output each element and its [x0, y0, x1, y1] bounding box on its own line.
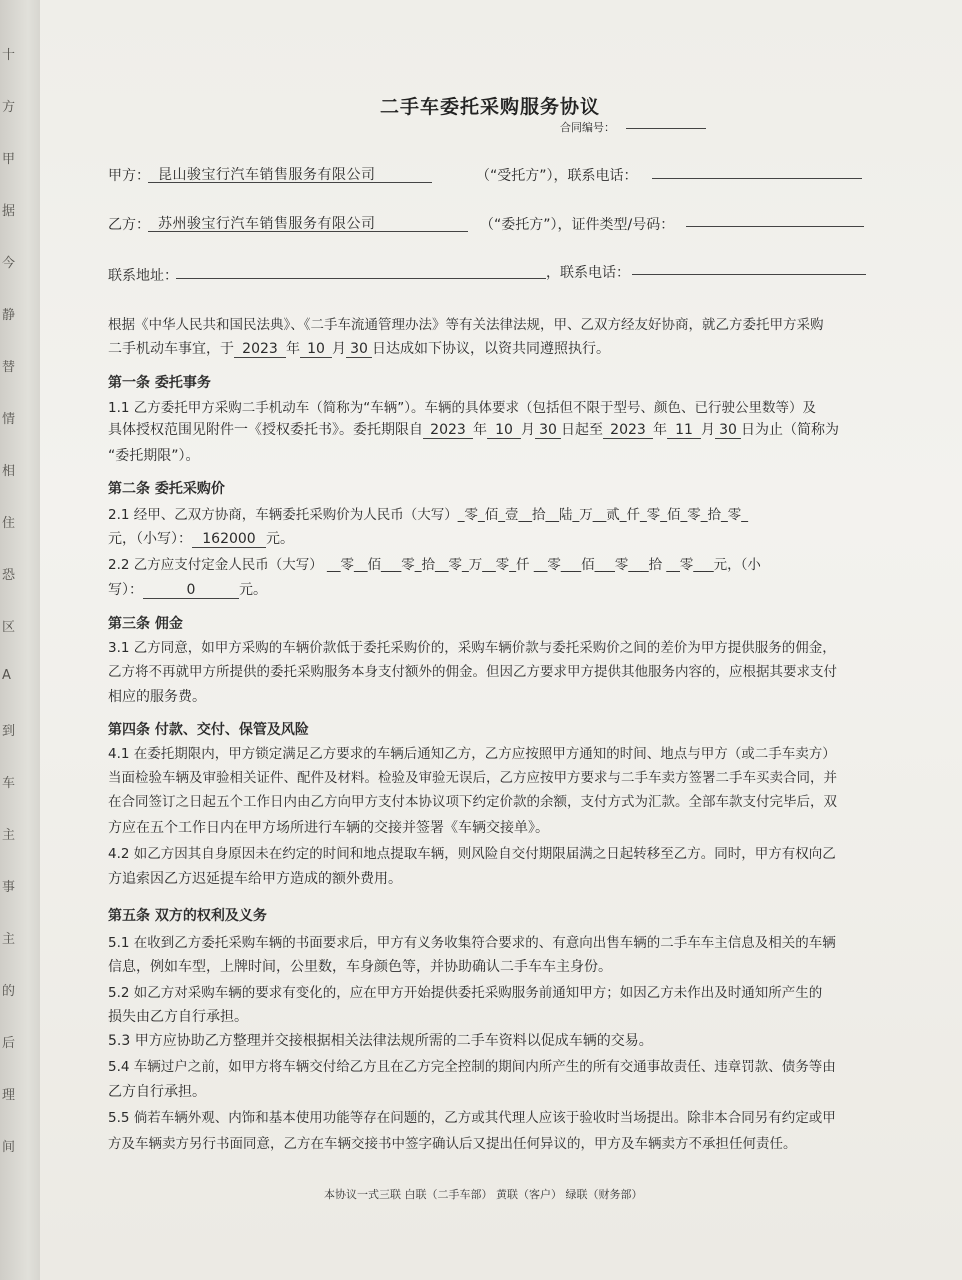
article-4-heading: 第四条 付款、交付、保管及风险 [108, 722, 309, 738]
party-b-name-underline [148, 231, 468, 232]
deposit-amount: 0 [143, 582, 239, 599]
back-sheet-glyph: 车 [2, 776, 16, 791]
back-sheet-glyph: 今 [2, 256, 16, 271]
deposit-unit: 元。 [239, 582, 267, 598]
period-start-month-unit: 月 [521, 422, 535, 438]
intro-month-unit: 月 [332, 341, 346, 357]
period-start-year: 2023 [423, 422, 473, 439]
article-4-line-6: 方追索因乙方迟延提车给甲方造成的额外费用。 [108, 871, 402, 887]
article-2-line-3: 2.2 乙方应支付定金人民币（大写） __零__佰___零_拾__零_万__零_仟 __零___佰___零___拾 __零___元，（小 [108, 557, 761, 573]
back-sheet-glyph: A [2, 668, 11, 683]
back-sheet-glyph: 后 [2, 1036, 16, 1051]
article-5-line-4: 损失由乙方自行承担。 [108, 1009, 248, 1025]
back-sheet-glyph: 十 [2, 48, 16, 63]
article-1-text-b: 日起至 [561, 422, 603, 438]
article-1-heading: 第一条 委托事务 [108, 375, 211, 391]
article-3-line-3: 相应的服务费。 [108, 689, 206, 705]
intro-month: 10 [300, 341, 332, 358]
price-unit: 元。 [266, 531, 294, 547]
back-sheet-glyph: 甲 [2, 152, 16, 167]
back-sheet-glyph: 恐 [2, 568, 16, 583]
back-sheet-glyph: 方 [2, 100, 16, 115]
period-end-day: 30 [715, 422, 741, 439]
back-sheet-glyph: 理 [2, 1088, 16, 1103]
period-end-month: 11 [667, 422, 701, 439]
article-3-heading: 第三条 佣金 [108, 616, 183, 632]
intro-day: 30 [346, 341, 372, 358]
back-sheet-glyph: 相 [2, 464, 16, 479]
address-phone-blank [632, 274, 866, 275]
article-5-heading: 第五条 双方的权利及义务 [108, 908, 267, 924]
intro-text-d: 日达成如下协议，以资共同遵照执行。 [372, 341, 610, 357]
article-1-text-c: 日为止（简称为 [741, 422, 839, 438]
back-sheet-glyph: 情 [2, 412, 16, 427]
deposit-lowercase-label: 写）： [108, 582, 143, 598]
article-3-line-2: 乙方将不再就甲方所提供的委托采购服务本身支付额外的佣金。但因乙方要求甲方提供其他服务内容的，应根据其要求支付 [108, 664, 837, 680]
contract-title: 二手车委托采购服务协议 [380, 96, 601, 118]
back-sheet-glyph: 事 [2, 880, 16, 895]
back-sheet-glyph: 区 [2, 620, 16, 635]
article-5-line-5: 5.3 甲方应协助乙方整理并交接根据相关法律法规所需的二手车资料以促成车辆的交易。 [108, 1033, 653, 1049]
period-start-day: 30 [535, 422, 561, 439]
back-sheet-glyph: 替 [2, 360, 16, 375]
party-a-name: 昆山骏宝行汽车销售服务有限公司 [158, 167, 376, 183]
article-4-line-4: 方应在五个工作日内在甲方场所进行车辆的交接并签署《车辆交接单》。 [108, 820, 549, 836]
period-start-year-unit: 年 [473, 422, 487, 438]
article-5-line-7: 乙方自行承担。 [108, 1084, 206, 1100]
article-3-line-1: 3.1 乙方同意，如甲方采购的车辆价款低于委托采购价的，采购车辆价款与委托采购价之间的差价为甲方提供服务的佣金， [108, 640, 836, 656]
article-4-line-2: 当面检验车辆及审验相关证件、配件及材料。检验及审验无误后，乙方应按甲方要求与二手车卖方签署二手车买卖合同，并 [108, 770, 837, 786]
party-a-phone-blank [652, 178, 862, 179]
article-2-line-2 [108, 528, 294, 548]
intro-line-1: 根据《中华人民共和国民法典》、《二手车流通管理办法》等有关法律法规，甲、乙双方经友好协商，就乙方委托甲方采购 [108, 317, 824, 333]
party-b-role: （“委托方”），证件类型/号码： [480, 217, 675, 233]
article-1-line-2 [108, 419, 839, 439]
article-5-line-8: 5.5 倘若车辆外观、内饰和基本使用功能等存在问题的，乙方或其代理人应该于验收时当场提出。除非本合同另有约定或甲 [108, 1110, 836, 1126]
article-1-text-a: 具体授权范围见附件一《授权委托书》。委托期限自 [108, 422, 423, 438]
back-sheet-glyph: 主 [2, 932, 16, 947]
article-2-line-4 [108, 579, 267, 599]
back-sheet-edge [0, 0, 40, 1280]
back-sheet-glyph: 据 [2, 204, 16, 219]
intro-year: 2023 [234, 341, 286, 358]
price-lowercase-label: 元，（小写）： [108, 531, 192, 547]
back-sheet-glyph: 住 [2, 516, 16, 531]
address-blank [176, 278, 546, 279]
article-4-line-3: 在合同签订之日起五个工作日内由乙方向甲方支付本协议项下约定价款的余额，支付方式为汇款。全部车款支付完毕后，双 [108, 794, 837, 810]
contract-number-blank [626, 128, 706, 129]
article-5-line-9: 方及车辆卖方另行书面同意，乙方在车辆交接书中签字确认后又提出任何异议的，甲方及车辆卖方不承担任何责任。 [108, 1136, 797, 1152]
party-a-name-underline [148, 182, 432, 183]
contract-number-label: 合同编号： [560, 121, 615, 134]
article-5-line-6: 5.4 车辆过户之前，如甲方将车辆交付给乙方且在乙方完全控制的期间内所产生的所有交通事故责任、违章罚款、债务等由 [108, 1059, 836, 1075]
back-sheet-glyph: 间 [2, 1140, 16, 1155]
party-a-label: 甲方： [108, 168, 150, 184]
back-sheet-glyph: 静 [2, 308, 16, 323]
article-5-line-3: 5.2 如乙方对采购车辆的要求有变化的，应在甲方开始提供委托采购服务前通知甲方；如因乙方未作出及时通知所产生的 [108, 985, 823, 1001]
article-2-line-1: 2.1 经甲、乙双方协商，车辆委托采购价为人民币（大写）_零_佰_壹__拾__陆_万__贰_仟_零_佰_零_拾_零_ [108, 507, 749, 523]
back-sheet-glyph: 到 [2, 724, 16, 739]
article-4-line-1: 4.1 在委托期限内，甲方锁定满足乙方要求的车辆后通知乙方，乙方应按照甲方通知的时间、地点与甲方（或二手车卖方） [108, 746, 836, 762]
copies-footer: 本协议一式三联 白联（二手车部） 黄联（客户） 绿联（财务部） [324, 1188, 643, 1201]
party-b-label: 乙方： [108, 217, 150, 233]
party-b-name: 苏州骏宝行汽车销售服务有限公司 [158, 216, 376, 232]
article-5-line-1: 5.1 在收到乙方委托采购车辆的书面要求后，甲方有义务收集符合要求的、有意向出售车辆的二手车车主信息及相关的车辆 [108, 935, 836, 951]
contract-page [40, 0, 962, 1280]
party-b-id-blank [686, 226, 864, 227]
period-start-month: 10 [487, 422, 521, 439]
intro-year-unit: 年 [286, 341, 300, 357]
article-4-line-5: 4.2 如乙方因其自身原因未在约定的时间和地点提取车辆，则风险自交付期限届满之日起转移至乙方。同时，甲方有权向乙 [108, 846, 836, 862]
article-1-line-3: “委托期限”）。 [108, 448, 200, 464]
back-sheet-glyph: 的 [2, 984, 16, 999]
period-end-year-unit: 年 [653, 422, 667, 438]
address-label: 联系地址： [108, 268, 178, 284]
price-amount: 162000 [192, 531, 266, 548]
period-end-month-unit: 月 [701, 422, 715, 438]
period-end-year: 2023 [603, 422, 653, 439]
article-2-heading: 第二条 委托采购价 [108, 481, 225, 497]
intro-line-2 [108, 338, 610, 358]
address-phone-label: ，联系电话： [546, 265, 630, 281]
intro-text-a: 二手机动车事宜，于 [108, 341, 234, 357]
article-1-line-1: 1.1 乙方委托甲方采购二手机动车（简称为“车辆”）。车辆的具体要求（包括但不限于型号、颜色、已行驶公里数等）及 [108, 400, 816, 416]
back-sheet-glyph: 主 [2, 828, 16, 843]
party-a-role: （“受托方”），联系电话： [476, 168, 638, 184]
article-5-line-2: 信息，例如车型，上牌时间，公里数，车身颜色等，并协助确认二手车车主身份。 [108, 959, 612, 975]
